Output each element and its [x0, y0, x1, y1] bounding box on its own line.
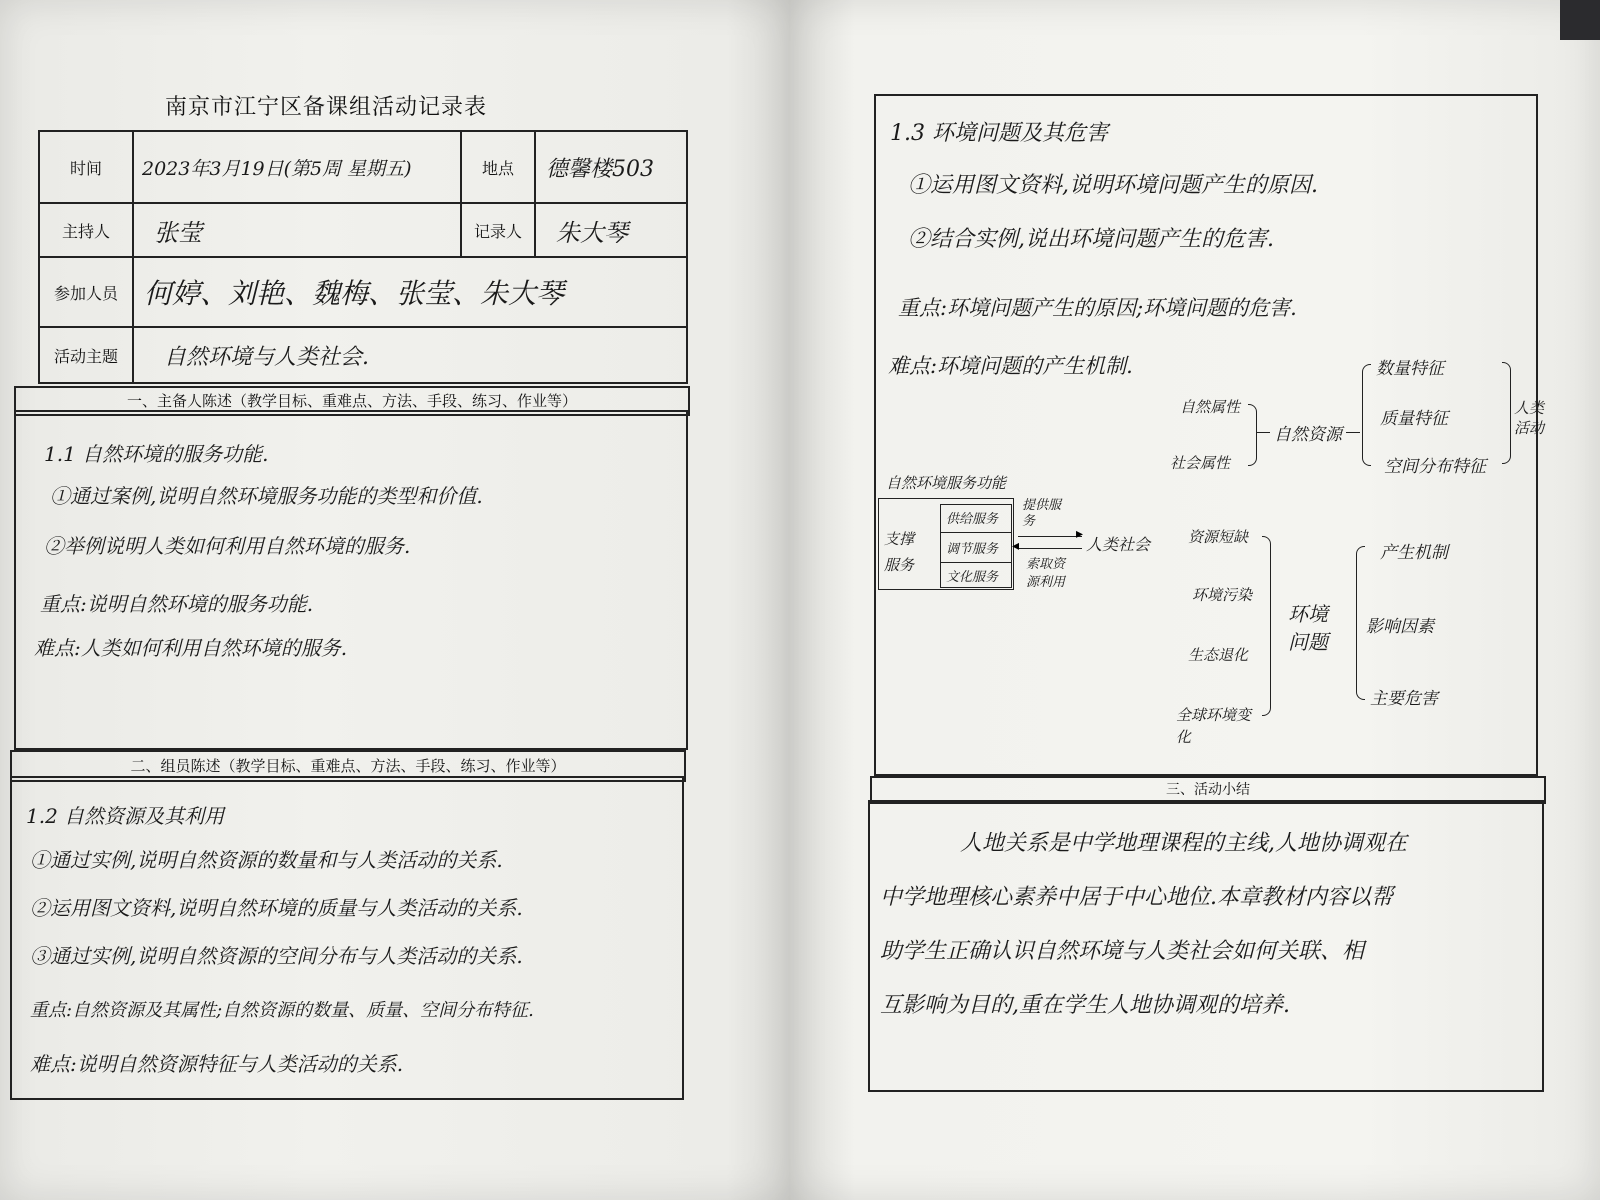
map2-target: 人类社会	[1086, 535, 1151, 554]
map2-s3: 文化服务	[946, 570, 999, 585]
map2-divider	[940, 562, 1012, 563]
map1-right3: 空间分布特征	[1384, 457, 1486, 477]
summary-line: 中学地理核心素养中居于中心地位.本章教材内容以帮	[880, 885, 1393, 910]
left-page	[0, 0, 790, 1200]
map3-center: 环境问题	[1288, 602, 1328, 654]
section1-line: 1.1 自然环境的服务功能.	[44, 442, 269, 466]
map3-c2: 环境污染	[1192, 586, 1253, 604]
map3-r1: 产生机制	[1380, 543, 1448, 563]
section2-line: 重点:自然资源及其属性;自然资源的数量、质量、空间分布特征.	[30, 1000, 534, 1021]
content-line: 难点:环境问题的产生机制.	[888, 354, 1133, 378]
section1-line: ①通过案例,说明自然环境服务功能的类型和价值.	[50, 484, 483, 508]
map2-support: 支撑服务	[884, 530, 915, 574]
header-table	[38, 130, 688, 384]
map2-divider	[940, 532, 1012, 533]
right-page	[790, 0, 1600, 1200]
map1-center: 自然资源	[1274, 425, 1342, 445]
arrow-left-icon: ◂	[1012, 538, 1020, 554]
map1-right1: 数量特征	[1376, 359, 1444, 379]
content-line: 1.3 环境问题及其危害	[890, 121, 1108, 146]
map1-connector	[1256, 432, 1270, 433]
section3-header: 三、活动小结	[870, 776, 1546, 804]
map1-brace-right	[1362, 364, 1371, 466]
section2-line: ③通过实例,说明自然资源的空间分布与人类活动的关系.	[30, 944, 523, 968]
section1-line: ②举例说明人类如何利用自然环境的服务.	[44, 534, 411, 558]
content-line: 重点:环境问题产生的原因;环境问题的危害.	[898, 296, 1297, 320]
section2-line: 难点:说明自然资源特征与人类活动的关系.	[30, 1052, 404, 1076]
map2-arrow-top: 提供服务	[1022, 498, 1062, 529]
arrow-right-icon: ▸	[1076, 526, 1084, 542]
place-value: 德馨楼503	[535, 131, 687, 203]
participants-label: 参加人员	[39, 257, 133, 327]
map3-c1: 资源短缺	[1188, 528, 1249, 546]
summary-line: 互影响为目的,重在学生人地协调观的培养.	[880, 993, 1290, 1018]
content-line: ①运用图文资料,说明环境问题产生的原因.	[908, 173, 1318, 198]
section1-line: 重点:说明自然环境的服务功能.	[40, 592, 314, 616]
summary-line: 助学生正确认识自然环境与人类社会如何关联、相	[880, 939, 1365, 964]
section2-header: 二、组员陈述（教学目标、重难点、方法、手段、练习、作业等）	[10, 750, 686, 782]
map1-brace-far	[1502, 362, 1511, 464]
host-label: 主持人	[39, 203, 133, 257]
map2-title: 自然环境服务功能	[886, 474, 1007, 492]
section1-line: 难点:人类如何利用自然环境的服务.	[34, 636, 348, 660]
time-value: 2023年3月19日(第5周 星期五)	[133, 131, 461, 203]
map2-arrow	[1018, 536, 1082, 537]
map3-r3: 主要危害	[1370, 689, 1438, 709]
section2-line: ②运用图文资料,说明自然环境的质量与人类活动的关系.	[30, 896, 523, 920]
summary-line: 人地关系是中学地理课程的主线,人地协调观在	[960, 831, 1407, 856]
participants-value: 何婷、刘艳、魏梅、张莹、朱大琴	[133, 257, 687, 327]
map3-r2: 影响因素	[1366, 617, 1434, 637]
map1-right2: 质量特征	[1380, 409, 1448, 429]
time-label: 时间	[39, 131, 133, 203]
map2-s2: 调节服务	[946, 542, 999, 557]
form-title: 南京市江宁区备课组活动记录表	[165, 95, 488, 120]
map1-brace-left	[1248, 404, 1257, 466]
theme-value: 自然环境与人类社会.	[133, 327, 687, 383]
map3-brace-left	[1262, 536, 1271, 716]
section1-header: 一、主备人陈述（教学目标、重难点、方法、手段、练习、作业等）	[14, 386, 690, 416]
map1-left1: 自然属性	[1180, 398, 1241, 416]
map1-connector	[1346, 432, 1360, 433]
map3-c4: 全球环境变化	[1176, 706, 1252, 746]
place-label: 地点	[461, 131, 535, 203]
map2-s1: 供给服务	[946, 512, 999, 527]
map1-left2: 社会属性	[1170, 454, 1231, 472]
recorder-value: 朱大琴	[535, 203, 687, 257]
section2-line: 1.2 自然资源及其利用	[26, 804, 225, 828]
content-line: ②结合实例,说出环境问题产生的危害.	[908, 227, 1274, 252]
map2-arrow	[1018, 548, 1082, 549]
theme-label: 活动主题	[39, 327, 133, 383]
background-corner	[1560, 0, 1600, 40]
section2-line: ①通过实例,说明自然资源的数量和与人类活动的关系.	[30, 848, 503, 872]
recorder-label: 记录人	[461, 203, 535, 257]
map2-arrow-bottom: 索取资源利用	[1026, 557, 1066, 590]
map1-far: 人类活动	[1514, 399, 1545, 437]
host-value: 张莹	[133, 203, 461, 257]
map3-c3: 生态退化	[1188, 646, 1249, 664]
map3-brace-right	[1356, 546, 1365, 700]
